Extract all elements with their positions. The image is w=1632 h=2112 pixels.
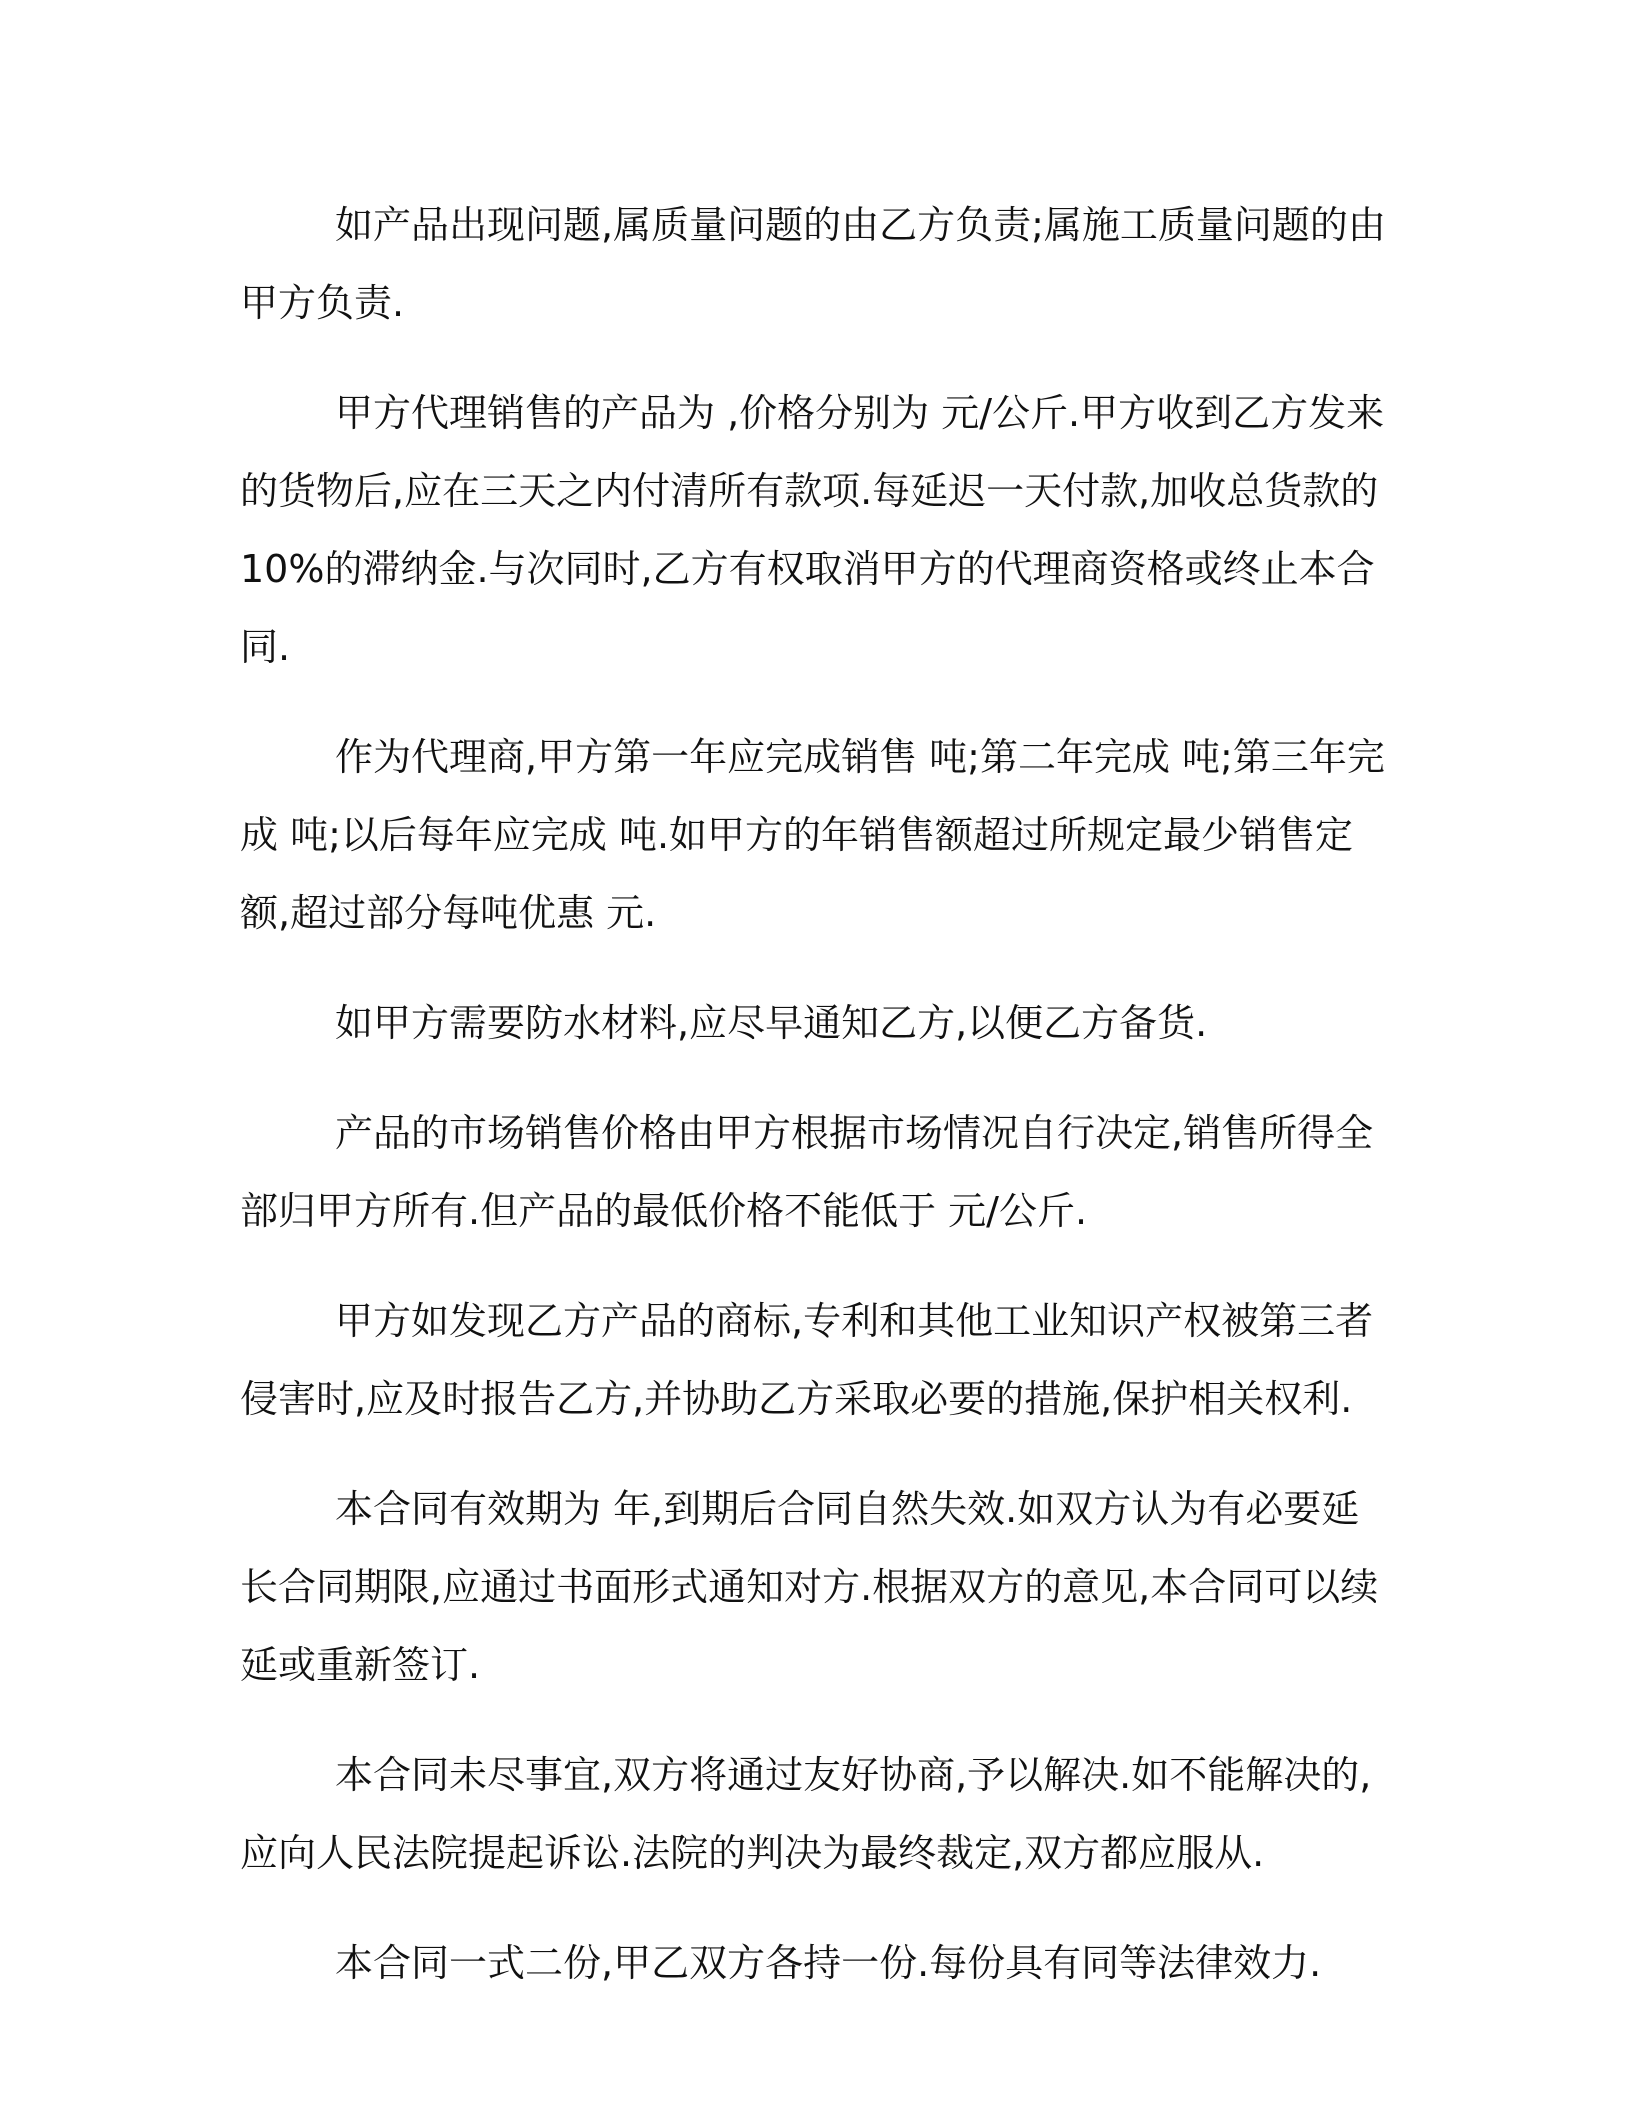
paragraph-material-notice: 如甲方需要防水材料,应尽早通知乙方,以便乙方备货. <box>335 1001 1208 1045</box>
paragraph-product-quality: 如产品出现问题,属质量问题的由乙方负责;属施工质量问题的由甲方负责. <box>240 203 1386 325</box>
paragraph-copies: 本合同一式二份,甲乙双方各持一份.每份具有同等法律效力. <box>335 1941 1322 1985</box>
paragraph-market-price: 产品的市场销售价格由甲方根据市场情况自行决定,销售所得全部归甲方所有.但产品的最低价格不能低于 元/公斤. <box>240 1111 1374 1233</box>
paragraph-pricing-payment: 甲方代理销售的产品为 ,价格分别为 元/公斤.甲方收到乙方发来的货物后,应在三天之内付清所有款项.每延迟一天付款,加收总货款的10%的滞纳金.与次同时,乙方有权取消甲方的代理商资格或终止本合同. <box>240 391 1385 669</box>
paragraph-validity-period: 本合同有效期为 年,到期后合同自然失效.如双方认为有必要延长合同期限,应通过书面形式通知对方.根据双方的意见,本合同可以续延或重新签订. <box>240 1487 1379 1687</box>
document-body <box>240 186 1390 2034</box>
paragraph-sales-targets: 作为代理商,甲方第一年应完成销售 吨;第二年完成 吨;第三年完成 吨;以后每年应完成 吨.如甲方的年销售额超过所规定最少销售定额,超过部分每吨优惠 元. <box>240 735 1385 935</box>
paragraph-dispute-resolution: 本合同未尽事宜,双方将通过友好协商,予以解决.如不能解决的,应向人民法院提起诉讼.法院的判决为最终裁定,双方都应服从. <box>240 1753 1372 1875</box>
paragraph-intellectual-property: 甲方如发现乙方产品的商标,专利和其他工业知识产权被第三者侵害时,应及时报告乙方,并协助乙方采取必要的措施,保护相关权利. <box>240 1299 1374 1421</box>
